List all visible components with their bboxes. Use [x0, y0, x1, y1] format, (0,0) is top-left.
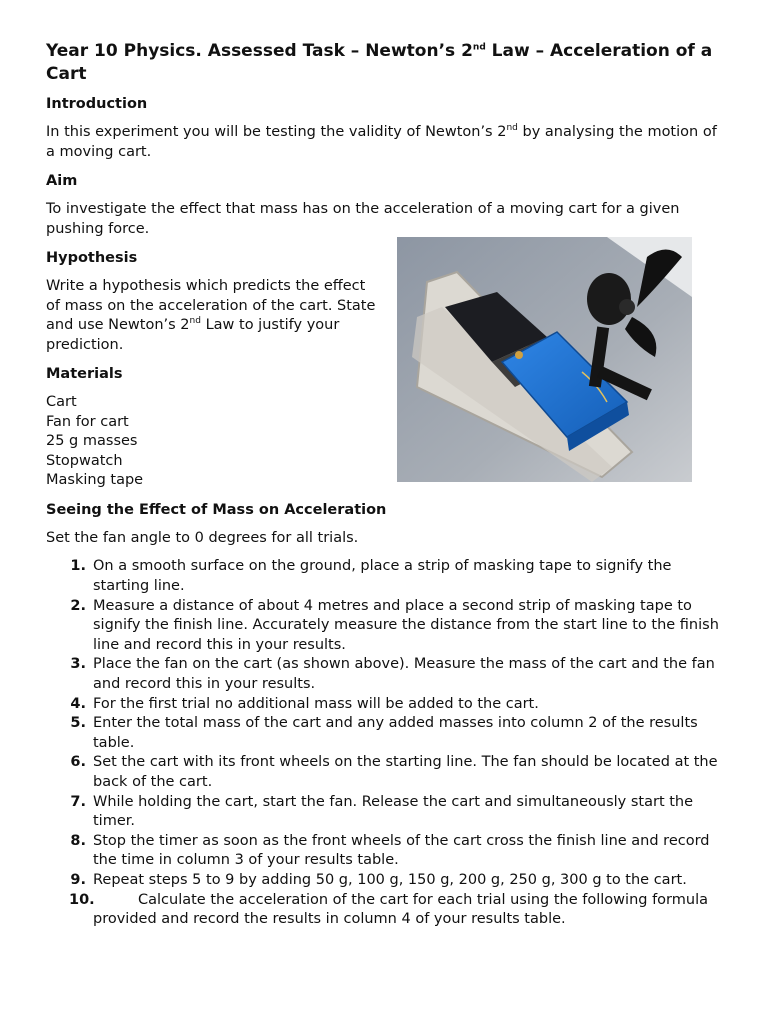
fan-cart-photo [397, 237, 692, 482]
step-number: 5. [70, 715, 86, 732]
list-item [46, 832, 726, 871]
fan-angle-note: Set the fan angle to 0 degrees for all trials. [46, 529, 359, 546]
step-text: While holding the cart, start the fan. Release the cart and simultaneously start the timer. [93, 793, 694, 830]
step-text: On a smooth surface on the ground, place a strip of masking tape to signify the starting line. [93, 558, 672, 595]
hyp-text-a: Write a hypothesis which predicts the effect of mass on the acceleration of the cart. State and use Newton’s 2 [46, 278, 376, 333]
page-title [46, 40, 726, 86]
title-superscript: nd [472, 42, 486, 53]
list-item [46, 871, 726, 891]
step-text: Measure a distance of about 4 metres and place a second strip of masking tape to signify the finish line. Accurately measure the distance from the start line to the finish line and record this in your results. [93, 597, 719, 653]
list-item: Fan for cart [46, 413, 129, 430]
hypothesis-heading: Hypothesis [46, 250, 138, 266]
hyp-superscript: nd [189, 316, 201, 327]
step-number: 3. [70, 656, 86, 673]
list-item: 25 g masses [46, 433, 138, 450]
step-number: 4. [70, 695, 86, 712]
list-item: Cart [46, 394, 77, 410]
step-number: 8. [70, 832, 86, 849]
document-page [46, 40, 726, 930]
step-text: Place the fan on the cart (as shown above). Measure the mass of the cart and the fan and record this in your results. [93, 656, 715, 693]
step-number: 7. [70, 793, 86, 810]
list-item [46, 655, 726, 694]
step-number: 2. [70, 597, 86, 614]
step-number: 1. [70, 558, 86, 575]
list-item: Stopwatch [46, 452, 123, 469]
mass-effect-heading: Seeing the Effect of Mass on Acceleration [46, 501, 387, 518]
step-number: 9. [70, 871, 86, 888]
introduction-heading: Introduction [46, 96, 148, 112]
step-number: 10. [69, 891, 95, 908]
step-text: Stop the timer as soon as the front wheels of the cart cross the finish line and record the time in column 3 of your results table. [93, 832, 710, 869]
title-tail: Law – Acceleration of a Cart [46, 41, 713, 84]
list-item [46, 714, 726, 753]
step-text: Calculate the acceleration of the cart for each trial using the following formula provided and record the results in column 4 of your results table. [93, 891, 708, 928]
title-text: Year 10 Physics. Assessed Task – Newton’s 2 [46, 41, 473, 61]
hypothesis-text [46, 277, 376, 355]
materials-heading: Materials [46, 366, 123, 382]
list-item [46, 753, 726, 792]
intro-text-a: In this experiment you will be testing the validity of Newton’s 2 [46, 124, 507, 140]
aim-text: To investigate the effect that mass has on the acceleration of a moving cart for a given pushing force. [46, 201, 680, 237]
aim-heading: Aim [46, 173, 78, 189]
step-number: 6. [70, 754, 86, 771]
step-text: Repeat steps 5 to 9 by adding 50 g, 100 g, 150 g, 200 g, 250 g, 300 g to the cart. [93, 871, 687, 888]
list-item [46, 793, 726, 832]
introduction-text [46, 123, 726, 162]
step-text: Set the cart with its front wheels on the starting line. The fan should be located at the back of the cart. [93, 754, 718, 790]
list-item [46, 891, 726, 930]
list-item [46, 597, 726, 656]
step-text: Enter the total mass of the cart and any added masses into column 2 of the results table. [93, 715, 698, 751]
list-item: Masking tape [46, 472, 144, 489]
intro-text-b: by analysing the motion of a moving cart. [46, 124, 717, 160]
hyp-text-b: Law to justify your prediction. [46, 317, 340, 353]
procedure-steps [46, 557, 726, 929]
step-text: For the first trial no additional mass will be added to the cart. [93, 695, 539, 712]
intro-superscript: nd [506, 123, 518, 134]
list-item [46, 695, 726, 715]
list-item [46, 557, 726, 596]
